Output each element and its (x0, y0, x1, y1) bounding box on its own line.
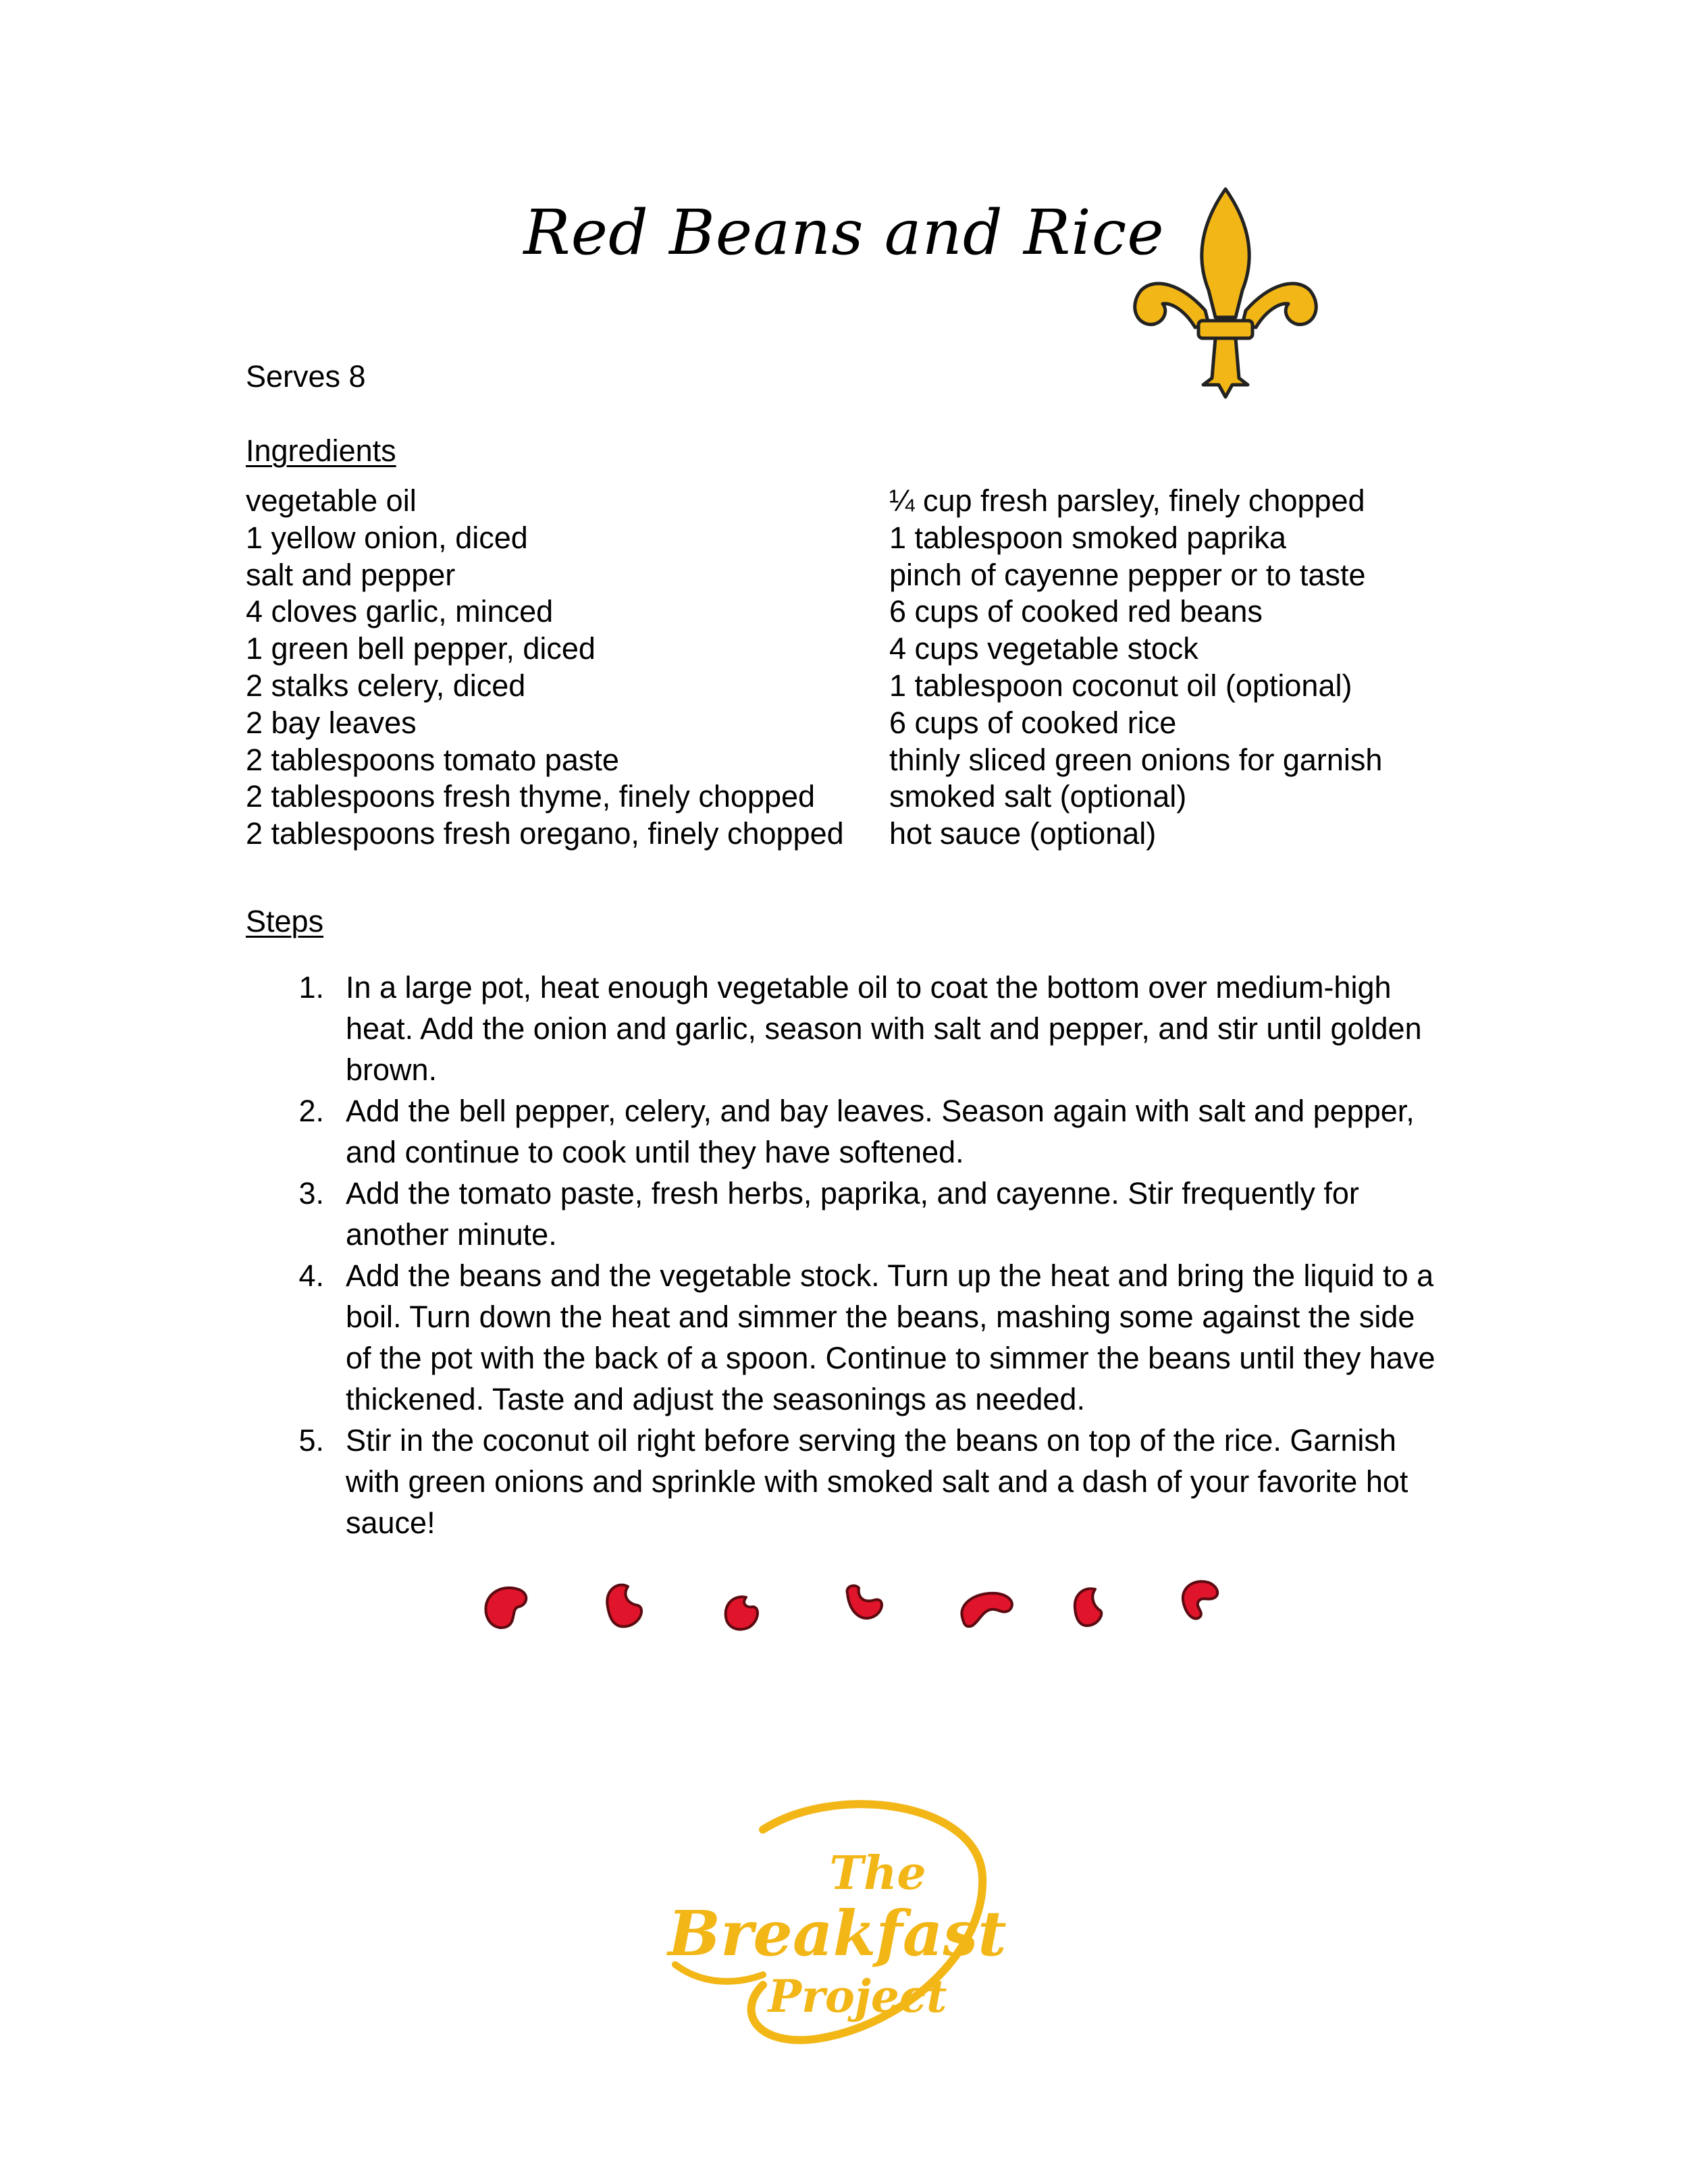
ingredient-item: 4 cups vegetable stock (889, 631, 1198, 666)
ingredients-list-left (246, 483, 844, 853)
ingredient-item: thinly sliced green onions for garnish (889, 742, 1383, 777)
red-bean-icon (607, 1585, 641, 1627)
ingredients-heading: Ingredients (246, 433, 396, 468)
logo-line-the: The (829, 1846, 926, 1900)
ingredient-item: ¼ cup fresh parsley, finely chopped (889, 483, 1365, 518)
logo-line-project: Project (768, 1970, 947, 2023)
red-bean-icon (847, 1586, 882, 1618)
ingredient-item: 1 tablespoon coconut oil (optional) (889, 668, 1352, 703)
step-text: Add the bell pepper, celery, and bay leaves. Season again with salt and pepper, and continue to cook until they have softened. (346, 1094, 1415, 1169)
red-bean-icon (726, 1597, 758, 1629)
ingredient-item: 2 tablespoons tomato paste (246, 742, 619, 777)
red-bean-icon (961, 1593, 1012, 1626)
step-text: Add the beans and the vegetable stock. Turn up the heat and bring the liquid to a boil. Turn down the heat and simmer the beans, mashing some against the side of the pot with the back of a spoon. Continue to simmer the beans until they have thickened. Taste and adjust the seasonings as needed. (346, 1258, 1435, 1416)
ingredients-list-right (889, 483, 1382, 853)
ingredient-item: 6 cups of cooked rice (889, 705, 1177, 740)
step-number: 1. (298, 970, 324, 1005)
ingredient-item: 2 tablespoons fresh oregano, finely chopped (246, 816, 844, 851)
logo-line-breakfast: Breakfast (668, 1897, 1007, 1970)
red-bean-icon (485, 1588, 526, 1628)
ingredient-item: 2 stalks celery, diced (246, 668, 526, 703)
serves-count: Serves 8 (246, 359, 366, 394)
ingredient-item: smoked salt (optional) (889, 779, 1187, 814)
red-bean-icon (1183, 1581, 1217, 1618)
step-item (246, 1090, 1448, 1173)
ingredient-item: 1 tablespoon smoked paprika (889, 520, 1286, 555)
step-number: 4. (298, 1258, 324, 1293)
step-item (246, 1255, 1448, 1420)
step-text: Add the tomato paste, fresh herbs, paprika, and cayenne. Stir frequently for another minute. (346, 1176, 1359, 1252)
step-text: Stir in the coconut oil right before serving the beans on top of the rice. Garnish with green onions and sprinkle with smoked salt and a dash of your favorite hot sauce! (346, 1423, 1408, 1540)
step-item (246, 967, 1448, 1090)
ingredient-item: vegetable oil (246, 483, 417, 518)
step-number: 3. (298, 1176, 324, 1210)
steps-heading: Steps (246, 904, 324, 938)
recipe-title: Red Beans and Rice (523, 196, 1165, 269)
step-item (246, 1173, 1448, 1255)
steps-list (246, 967, 1448, 1543)
ingredient-item: 1 green bell pepper, diced (246, 631, 596, 666)
ingredient-item: 4 cloves garlic, minced (246, 594, 554, 629)
breakfast-project-logo (662, 1782, 1013, 2066)
ingredient-item: 1 yellow onion, diced (246, 520, 528, 555)
ingredient-item: 2 tablespoons fresh thyme, finely chopped (246, 779, 816, 814)
step-number: 2. (298, 1094, 324, 1128)
ingredient-item: 2 bay leaves (246, 705, 417, 740)
fleur-de-lis-icon (1121, 182, 1330, 405)
red-bean-icon (1075, 1589, 1101, 1626)
ingredient-item: hot sauce (optional) (889, 816, 1157, 851)
step-item (246, 1420, 1448, 1543)
bean-row (473, 1566, 1236, 1647)
ingredient-item: salt and pepper (246, 557, 456, 592)
ingredient-item: pinch of cayenne pepper or to taste (889, 557, 1366, 592)
step-text: In a large pot, heat enough vegetable oil to coat the bottom over medium-high heat. Add the onion and garlic, season with salt and pepper, and stir until golden brown. (346, 970, 1422, 1087)
ingredient-item: 6 cups of cooked red beans (889, 594, 1263, 629)
step-number: 5. (298, 1423, 324, 1458)
